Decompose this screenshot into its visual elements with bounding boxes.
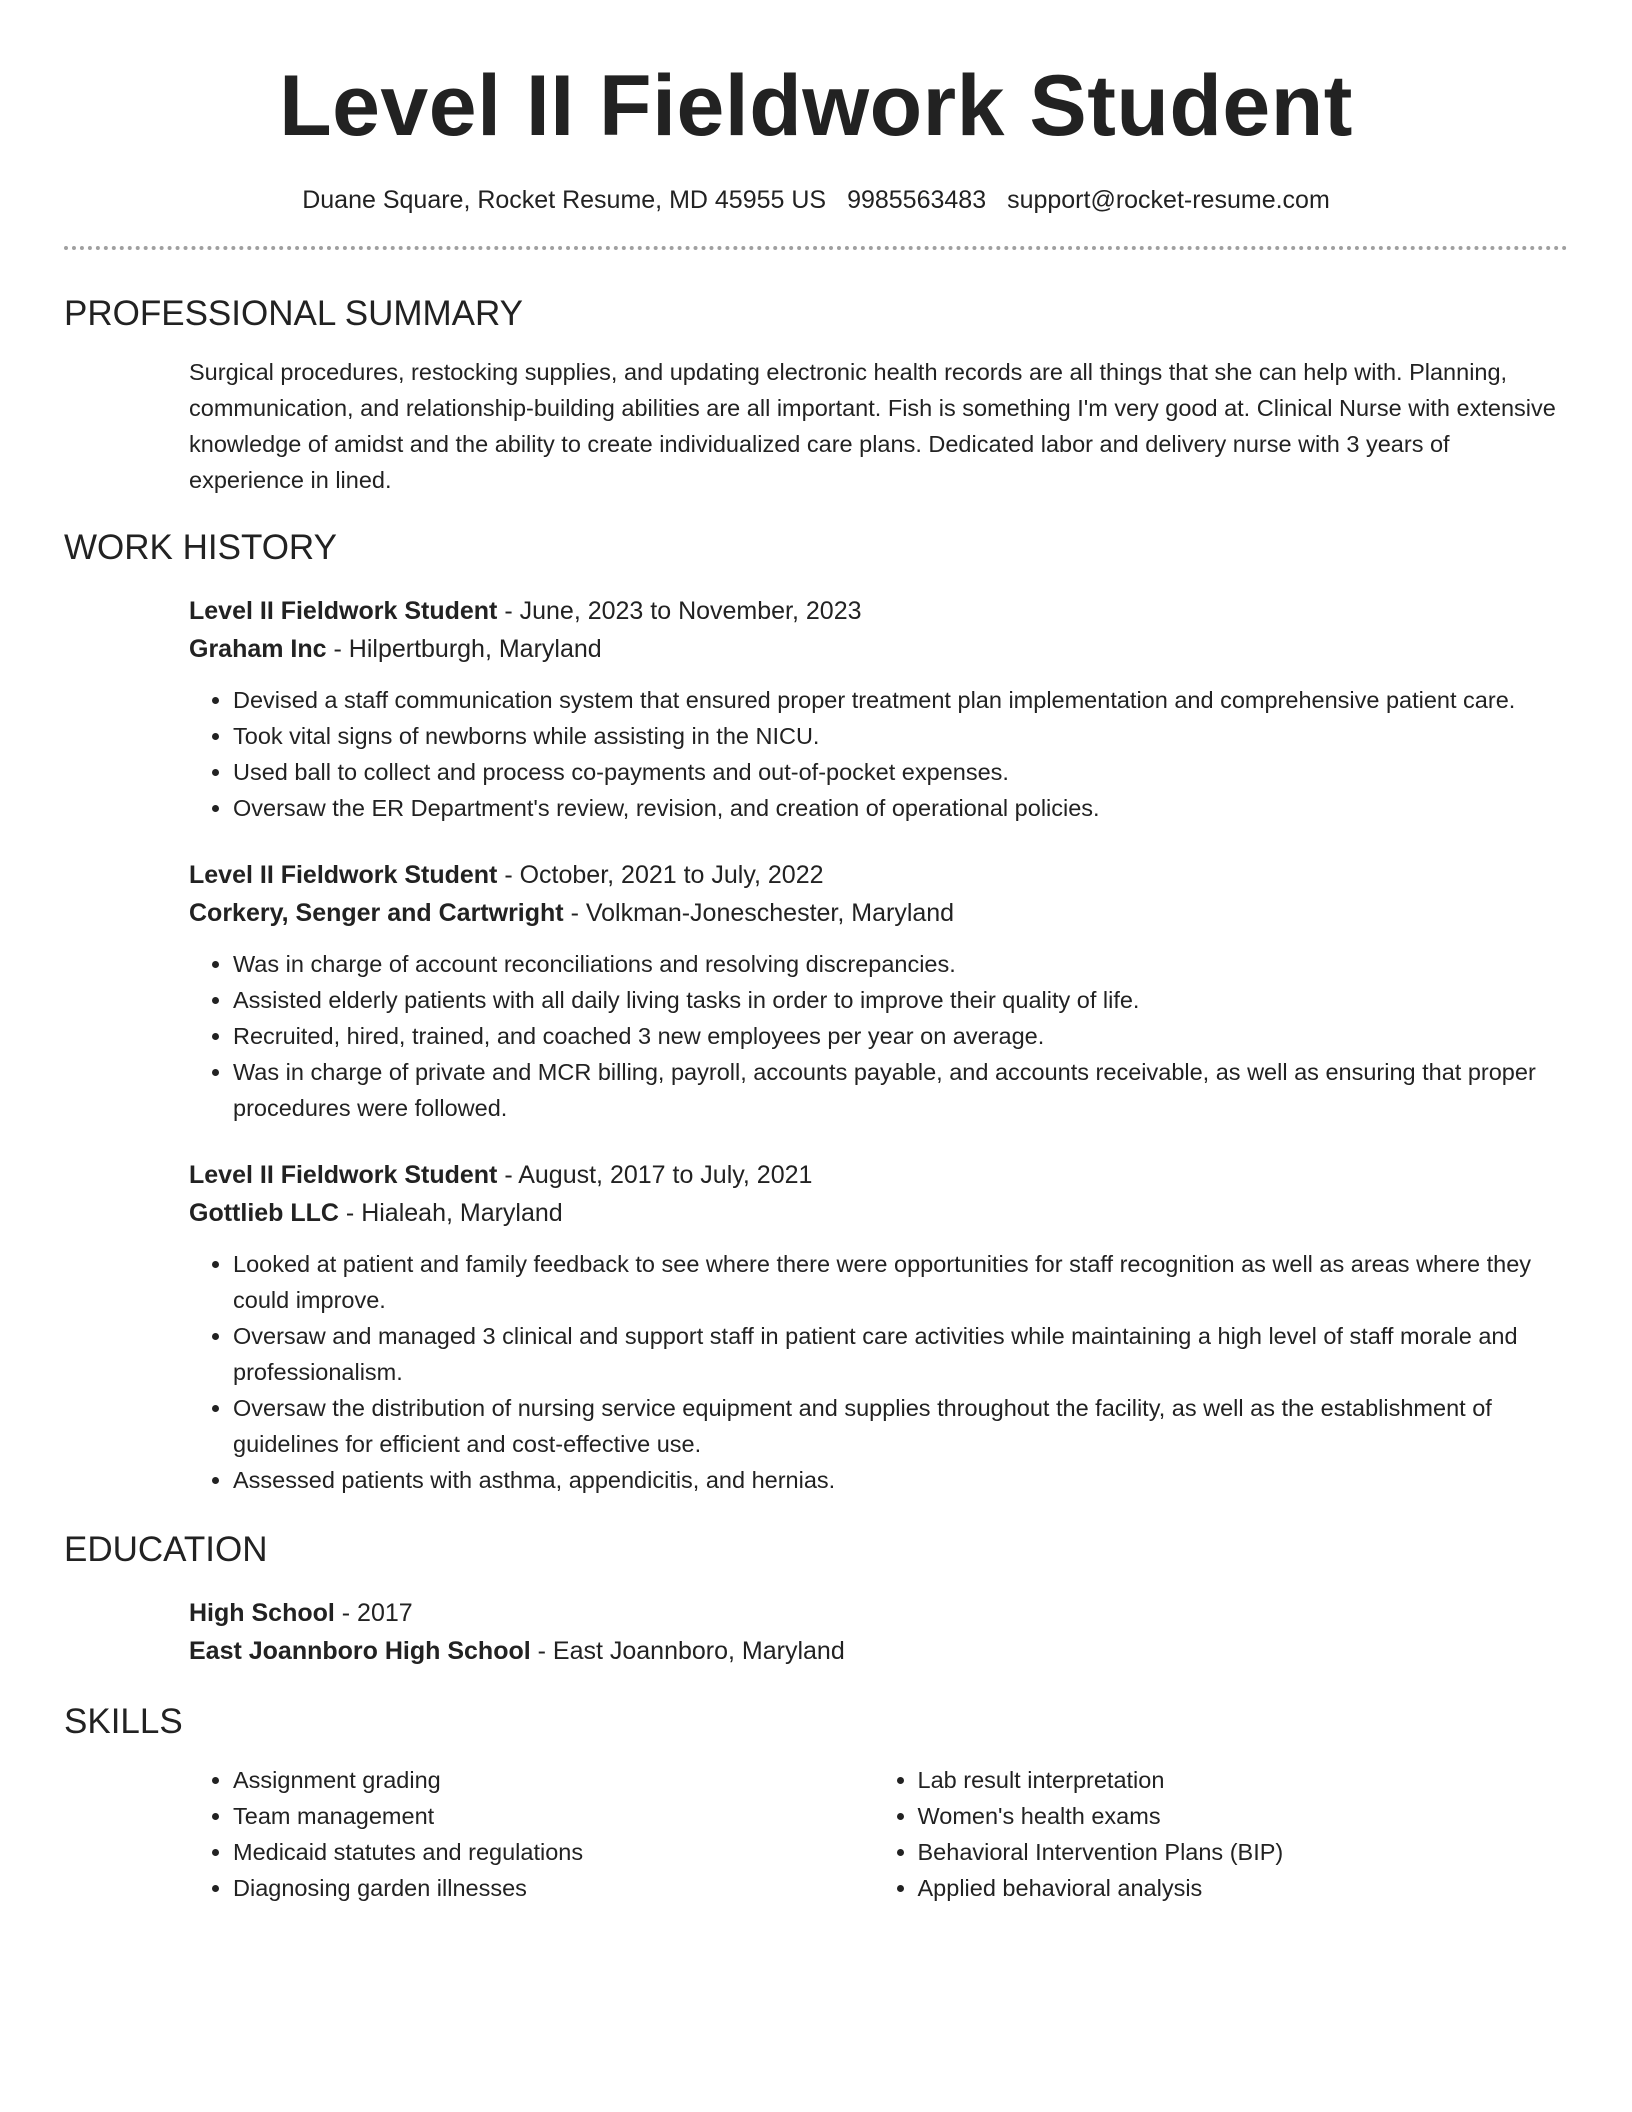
job-entry (189, 856, 1558, 1126)
job-location: - Hialeah, Maryland (338, 1199, 563, 1227)
education-school: East Joannboro High School (189, 1637, 531, 1665)
job-bullets (189, 1246, 1558, 1498)
skill-item: • Diagnosing garden illnesses (233, 1870, 874, 1906)
work-history-section (189, 592, 1558, 1498)
job-bullet: • Was in charge of account reconciliations and resolving discrepancies. (233, 946, 1558, 982)
job-entry (189, 592, 1558, 826)
job-bullet: • Devised a staff communication system that ensured proper treatment plan implementation and comprehensive patient care. (233, 682, 1558, 718)
job-dates: - June, 2023 to November, 2023 (497, 597, 862, 625)
contact-phone: 9985563483 (847, 186, 987, 214)
job-company: Graham Inc (189, 635, 327, 663)
job-bullets (189, 682, 1558, 826)
job-company-line (189, 630, 1558, 668)
skills-section (189, 1762, 1558, 1906)
education-school-line (189, 1632, 1558, 1670)
section-title-skills: SKILLS (64, 1702, 183, 1741)
job-bullet: • Took vital signs of newborns while assisting in the NICU. (233, 718, 1558, 754)
job-company: Gottlieb LLC (189, 1199, 339, 1227)
job-bullets (189, 946, 1558, 1126)
contact-email: support@rocket-resume.com (1007, 186, 1330, 214)
skill-item: • Applied behavioral analysis (918, 1870, 1559, 1906)
education-degree-line (189, 1594, 1558, 1632)
section-title-education: EDUCATION (64, 1530, 268, 1569)
job-entry (189, 1156, 1558, 1498)
skill-item: • Women's health exams (918, 1798, 1559, 1834)
job-company-line (189, 1194, 1558, 1232)
job-role: Level II Fieldwork Student (189, 1161, 498, 1189)
skill-item: • Behavioral Intervention Plans (BIP) (918, 1834, 1559, 1870)
job-location: - Volkman-Joneschester, Maryland (563, 899, 955, 927)
job-company: Corkery, Senger and Cartwright (189, 899, 564, 927)
contact-address: Duane Square, Rocket Resume, MD 45955 US (302, 186, 827, 214)
section-title-summary: PROFESSIONAL SUMMARY (64, 294, 523, 333)
summary-section (189, 354, 1558, 498)
job-dates: - August, 2017 to July, 2021 (497, 1161, 813, 1189)
summary-text: Surgical procedures, restocking supplies, and updating electronic health records are all things that she can help with. Planning, communication, and relationship-building abilities are all important. Fish is something I'm very good at. Clinical Nurse with extensive knowledge of amidst and the ability to create individualized care plans. Dedicated labor and delivery nurse with 3 years of experience in lined. (189, 359, 1556, 493)
skills-list-right (874, 1762, 1559, 1906)
education-degree: High School (189, 1599, 335, 1627)
education-year: - 2017 (334, 1599, 413, 1627)
skill-item: • Team management (233, 1798, 874, 1834)
job-bullet: • Used ball to collect and process co-payments and out-of-pocket expenses. (233, 754, 1558, 790)
resume-name: Level II Fieldwork Student (279, 58, 1353, 154)
job-bullet: • Looked at patient and family feedback to see where there were opportunities for staff recognition as well as areas where they could improve. (233, 1246, 1558, 1318)
job-bullet: • Was in charge of private and MCR billing, payroll, accounts payable, and accounts receivable, as well as ensuring that proper procedures were followed. (233, 1054, 1558, 1126)
job-bullet: • Assessed patients with asthma, appendicitis, and hernias. (233, 1462, 1558, 1498)
job-bullet: • Oversaw and managed 3 clinical and support staff in patient care activities while maintaining a high level of staff morale and professionalism. (233, 1318, 1558, 1390)
job-company-line (189, 894, 1558, 932)
education-section (189, 1594, 1558, 1670)
job-bullet: • Oversaw the distribution of nursing service equipment and supplies throughout the facility, as well as the establishment of guidelines for efficient and cost-effective use. (233, 1390, 1558, 1462)
job-role: Level II Fieldwork Student (189, 597, 498, 625)
job-bullet: • Recruited, hired, trained, and coached 3 new employees per year on average. (233, 1018, 1558, 1054)
skill-item: • Medicaid statutes and regulations (233, 1834, 874, 1870)
job-role-line (189, 592, 1558, 630)
skill-item: • Assignment grading (233, 1762, 874, 1798)
job-location: - Hilpertburgh, Maryland (326, 635, 602, 663)
job-role-line (189, 1156, 1558, 1194)
skill-item: • Lab result interpretation (918, 1762, 1559, 1798)
education-location: - East Joannboro, Maryland (530, 1637, 845, 1665)
job-dates: - October, 2021 to July, 2022 (497, 861, 824, 889)
job-bullet: • Oversaw the ER Department's review, revision, and creation of operational policies. (233, 790, 1558, 826)
section-title-work-history: WORK HISTORY (64, 528, 337, 567)
job-bullet: • Assisted elderly patients with all daily living tasks in order to improve their quality of life. (233, 982, 1558, 1018)
header-divider (64, 246, 1568, 250)
job-role-line (189, 856, 1558, 894)
skills-list-left (189, 1762, 874, 1906)
contact-line (0, 184, 1632, 216)
job-role: Level II Fieldwork Student (189, 861, 498, 889)
